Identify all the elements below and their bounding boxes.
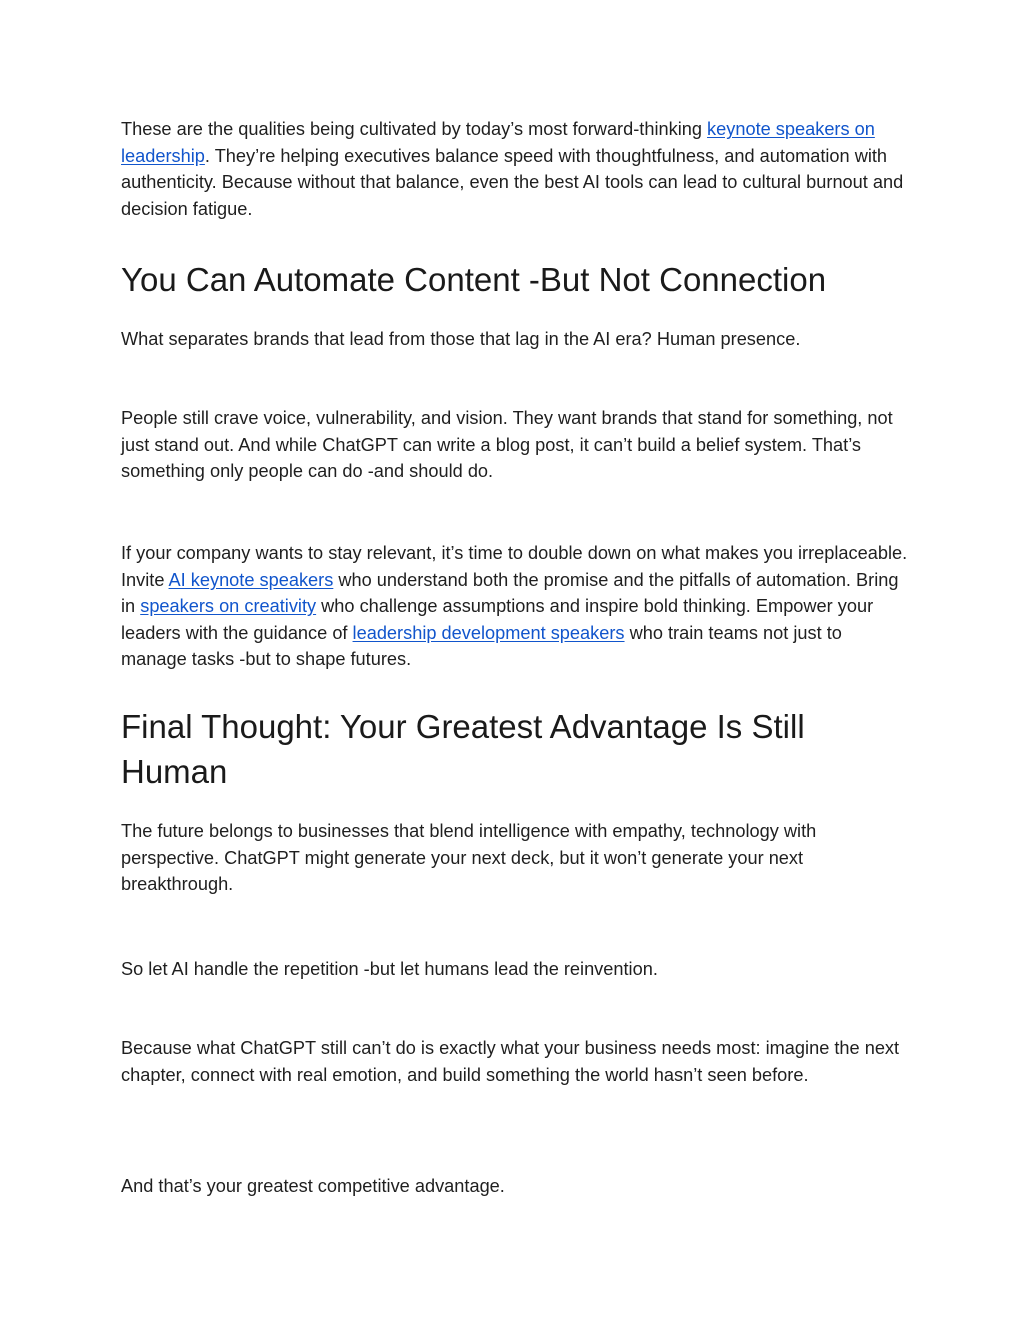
- paragraph-text: . They’re helping executives balance speed with thoughtfulness, and automation with authenticity. Because without that balance, even the best AI tools can lead to cultural burnout and decision fatigue.: [121, 145, 904, 219]
- heading-automate-content: You Can Automate Content -But Not Connection: [121, 261, 827, 298]
- paragraph-text: If your company wants to stay relevant, it’s time to double down on what makes you irreplaceable. Invite: [121, 543, 908, 590]
- paragraph-leadership-qualities: [121, 116, 911, 222]
- link-leadership-development-speakers[interactable]: leadership development speakers: [352, 622, 625, 643]
- paragraph-text: These are the qualities being cultivated by today’s most forward-thinking: [121, 119, 708, 139]
- paragraph-human-presence: What separates brands that lead from those that lag in the AI era? Human presence.: [121, 329, 801, 349]
- paragraph-future-belongs: The future belongs to businesses that blend intelligence with empathy, technology with perspective. ChatGPT might generate your next deck, but it won’t generate your next breakthrough.: [121, 821, 817, 895]
- paragraph-competitive-advantage: And that’s your greatest competitive advantage.: [121, 1176, 505, 1196]
- link-ai-keynote-speakers[interactable]: AI keynote speakers: [168, 569, 334, 590]
- paragraph-text: who train teams not just to manage tasks -but to shape futures.: [121, 622, 842, 670]
- paragraph-let-ai-handle: So let AI handle the repetition -but let humans lead the reinvention.: [121, 959, 658, 979]
- heading-final-thought: Final Thought: Your Greatest Advantage Is Still Human: [121, 708, 805, 790]
- paragraph-text: who understand both the promise and the pitfalls of automation. Bring in: [121, 569, 899, 617]
- link-speakers-on-creativity[interactable]: speakers on creativity: [140, 596, 317, 617]
- paragraph-text: who challenge assumptions and inspire bold thinking. Empower your leaders with the guidance of: [121, 596, 874, 643]
- paragraph-stay-relevant: [121, 540, 911, 673]
- paragraph-voice-vulnerability: People still crave voice, vulnerability, and vision. They want brands that stand for something, not just stand out. And while ChatGPT can write a blog post, it can’t build a belief system. That’s something only people can do -and should do.: [121, 408, 893, 482]
- paragraph-what-chatgpt-cant-do: Because what ChatGPT still can’t do is exactly what your business needs most: imagine the next chapter, connect with real emotion, and build something the world hasn’t seen before.: [121, 1038, 900, 1085]
- link-keynote-speakers-on-leadership[interactable]: keynote speakers on leadership: [121, 119, 875, 166]
